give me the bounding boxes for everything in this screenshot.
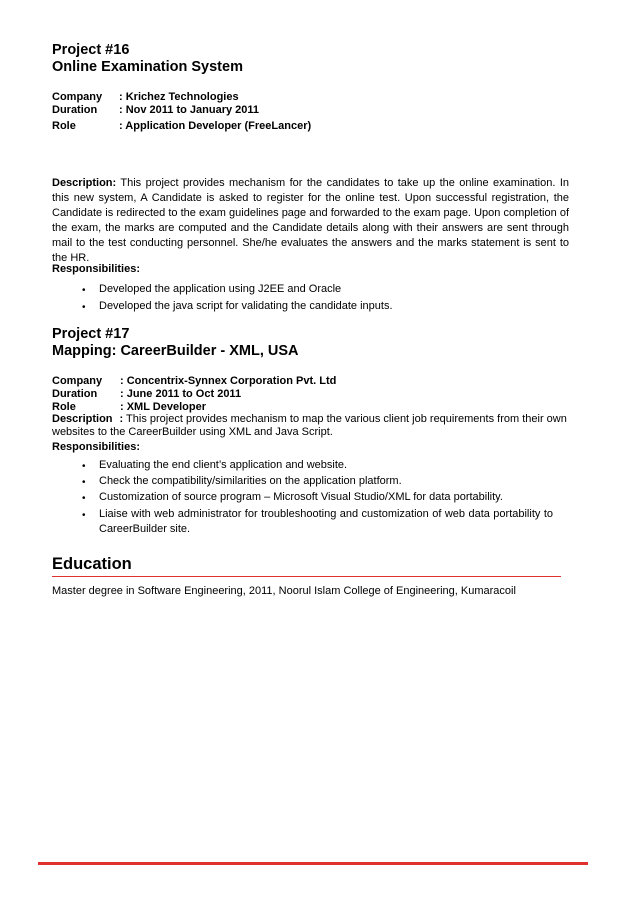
list-item: Developed the application using J2EE and Oracle bbox=[99, 283, 342, 295]
education-heading: Education bbox=[52, 555, 132, 573]
project17-number: Project #17 bbox=[52, 326, 130, 342]
list-item: Customization of source program – Microsoft Visual Studio/XML for data portability. bbox=[99, 491, 503, 503]
duration-label: Duration bbox=[52, 104, 98, 116]
description-colon: : bbox=[119, 413, 124, 425]
bullet: • bbox=[82, 477, 86, 488]
list-item: Check the compatibility/similarities on the application platform. bbox=[99, 475, 402, 487]
project17-responsibilities-list bbox=[0, 458, 638, 538]
list-item: Evaluating the end client’s application and website. bbox=[99, 459, 348, 471]
duration-value: : Nov 2011 to January 2011 bbox=[119, 104, 260, 116]
duration-label: Duration bbox=[52, 388, 98, 400]
project16-name: Online Examination System bbox=[52, 59, 243, 75]
bullet: • bbox=[82, 510, 86, 521]
company-value: : Concentrix-Synnex Corporation Pvt. Ltd bbox=[120, 375, 337, 387]
project16-responsibilities-label: Responsibilities: bbox=[52, 263, 141, 275]
role-value: : Application Developer (FreeLancer) bbox=[119, 120, 312, 132]
description-text: This project provides mechanism for the candidates to take up the online examination. In this new system, A Candidate is asked to register for the online test. Upon successful registration, the Candidate is redirected to the exam guidelines page and forwarded to the exam page. Upon completion of the exam, the marks are computed and the Candidate details along with their answers are sent through mail to the test conducting personnel. She/he evaluates the answers and the marks statement is sent to the HR. bbox=[52, 177, 569, 264]
project17-name: Mapping: CareerBuilder - XML, USA bbox=[52, 343, 299, 359]
bullet: • bbox=[82, 493, 86, 504]
bullet: • bbox=[82, 461, 86, 472]
bullet: • bbox=[82, 302, 86, 313]
list-item: Developed the java script for validating the candidate inputs. bbox=[99, 300, 393, 312]
footer-rule bbox=[38, 862, 588, 865]
education-entry: Master degree in Software Engineering, 2011, Noorul Islam College of Engineering, Kumaracoil bbox=[52, 585, 516, 597]
company-label: Company bbox=[52, 375, 103, 387]
duration-value: : June 2011 to Oct 2011 bbox=[120, 388, 242, 400]
section-divider bbox=[52, 576, 561, 577]
bullet: • bbox=[82, 285, 86, 296]
company-label: Company bbox=[52, 91, 103, 103]
description-text: This project provides mechanism to map the various client job requirements from their own websites to the CareerBuilder using XML and Java Script. bbox=[52, 413, 567, 438]
role-label: Role bbox=[52, 401, 76, 413]
project16-responsibilities-list bbox=[0, 282, 638, 322]
company-value: : Krichez Technologies bbox=[119, 91, 239, 103]
description-label: Description: bbox=[52, 177, 117, 189]
project17-meta bbox=[0, 374, 638, 418]
role-value: : XML Developer bbox=[120, 401, 206, 413]
project17-responsibilities-label: Responsibilities: bbox=[52, 441, 141, 453]
project16-description bbox=[52, 176, 569, 266]
role-label: Role bbox=[52, 120, 76, 132]
list-item: Liaise with web administrator for troubleshooting and customization of web data portability to CareerBuilder site. bbox=[99, 508, 553, 535]
project17-description bbox=[52, 413, 569, 439]
project16-number: Project #16 bbox=[52, 42, 130, 58]
description-label: Description bbox=[52, 413, 113, 425]
project16-meta bbox=[0, 90, 638, 134]
